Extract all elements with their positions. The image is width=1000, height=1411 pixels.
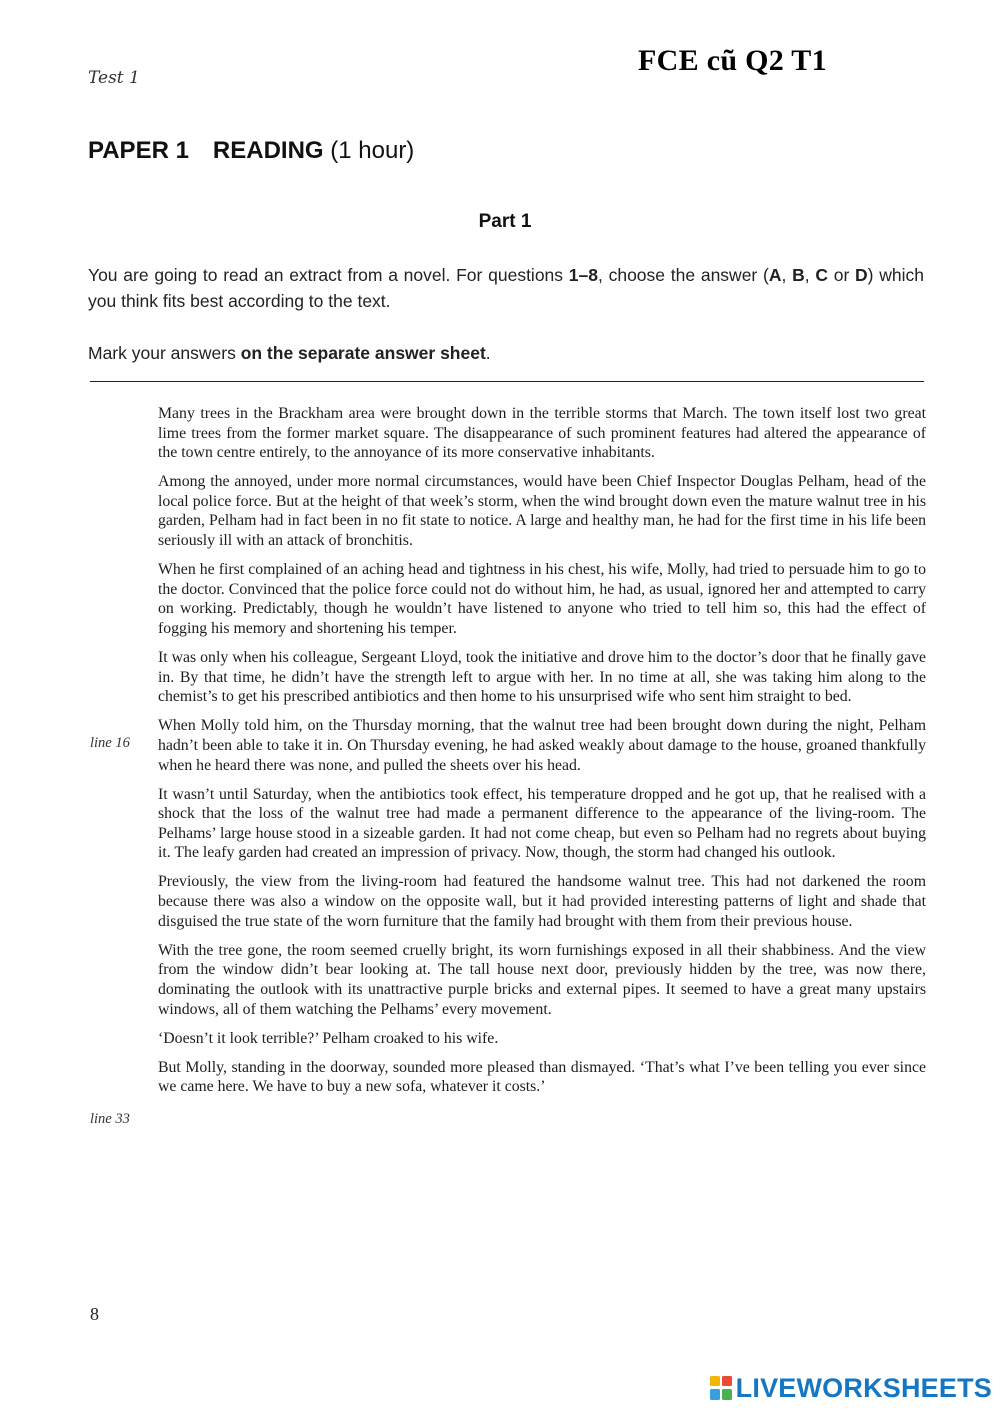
paper-title: READING (212, 137, 324, 164)
option-a: A (768, 265, 782, 285)
passage-paragraph: Among the annoyed, under more normal circumstances, would have been Chief Inspector Douglas Pelham, head of the local police force. But at the height of that week’s storm, when the wind brought down even the mature walnut tree in his garden, Pelham had in fact been in no fit state to notice. A large and healthy man, he had for the first time in his life been seriously ill with an attack of bronchitis. (158, 473, 926, 550)
instruction-text: , choose the answer ( (597, 265, 769, 285)
instruction-text: Mark your answers (88, 343, 241, 363)
paper-number: PAPER 1 (88, 137, 189, 164)
divider-rule (90, 381, 924, 382)
line-reference-16: line 16 (90, 735, 130, 751)
watermark-text: LIVEWORKSHEETS (735, 1373, 992, 1403)
passage-paragraph: With the tree gone, the room seemed cruelly bright, its worn furnishings exposed in all their shabbiness. And the view from the window didn’t bear looking at. The tall house next door, previously hidden by the tree, was now there, dominating the outlook with its unattractive purple bricks and external pipes. It seemed to have a great many upstairs windows, all of them watching the Pelhams’ every movement. (158, 941, 926, 1018)
instruction-text: ) which you think fits best according to the text. (88, 265, 924, 311)
passage-paragraph: It wasn’t until Saturday, when the antibiotics took effect, his temperature dropped and he got up, that he realised with a shock that the loss of the walnut tree had made a permanent difference to the appearance of the living-room. The Pelhams’ large house stood in a sizeable garden. It had not come cheap, but even so Pelham had no regrets about buying it. The leafy garden had created an impression of privacy. Now, though, the storm had changed his outlook. (158, 785, 926, 862)
instruction-text: You are going to read an extract from a novel. For questions (88, 265, 569, 285)
liveworksheets-logo-icon (709, 1375, 733, 1401)
passage-paragraph: Many trees in the Brackham area were brought down in the terrible storms that March. The town itself lost two great lime trees from the former market square. The disappearance of such prominent features had altered the appearance of the town centre entirely, to the annoyance of its more conservative inhabitants. (158, 405, 926, 462)
test-label: Test 1 (88, 68, 140, 88)
paper-heading (88, 137, 414, 165)
passage-paragraph: Previously, the view from the living-room had featured the handsome walnut tree. This had not darkened the room because there was also a window on the opposite wall, but it had provided interesting patterns of light and shade that disguised the true state of the worn furniture that the family had brought with them from their previous house. (158, 873, 926, 930)
line-reference-33: line 33 (90, 1111, 130, 1127)
page-tag: FCE cũ Q2 T1 (638, 44, 827, 77)
answer-sheet-emphasis: on the separate answer sheet (240, 343, 486, 363)
part-heading: Part 1 (478, 211, 532, 232)
instruction-text: . (485, 343, 491, 363)
passage-paragraph: When he first complained of an aching head and tightness in his chest, his wife, Molly, had tried to persuade him to go to the doctor. Convinced that the police force could not do without him, he had, as usual, ignored her and attempted to carry on working. Predictably, though he wouldn’t have listened to anyone who tried to tell him so, this had the effect of fogging his memory and shortening his temper. (158, 561, 926, 637)
passage-paragraph: But Molly, standing in the doorway, sounded more pleased than dismayed. ‘That’s what I’ve been telling you ever since we came here. We have to buy a new sofa, whatever it costs.’ (158, 1058, 926, 1096)
question-range: 1–8 (568, 265, 598, 285)
liveworksheets-watermark (709, 1373, 992, 1403)
task-instructions: You are going to read an extract from a novel. For questions 1–8, choose the answer (A, B, C or D) which you think fits best according to the text. (88, 265, 924, 311)
page-number: 8 (90, 1304, 99, 1324)
option-b: B (792, 265, 805, 285)
option-d: D (855, 265, 868, 285)
option-c: C (815, 265, 828, 285)
answer-sheet-note (88, 340, 924, 366)
passage-paragraph: When Molly told him, on the Thursday morning, that the walnut tree had been brought down during the night, Pelham hadn’t been able to take it in. On Thursday evening, he had asked weakly about damage to the house, groaned thankfully when he heard there was none, and pulled the sheets over his head. (158, 717, 926, 774)
passage-paragraph: It was only when his colleague, Sergeant Lloyd, took the initiative and drove him to the doctor’s door that he finally gave in. By that time, he didn’t have the strength left to argue with her. In no time at all, she was taking him along to the chemist’s to get his prescribed antibiotics and then home to his unsurprised wife who sent him straight to bed. (158, 649, 926, 706)
passage-paragraph: ‘Doesn’t it look terrible?’ Pelham croaked to his wife. (158, 1029, 499, 1047)
reading-passage (158, 404, 926, 1106)
paper-duration: (1 hour) (330, 137, 415, 164)
